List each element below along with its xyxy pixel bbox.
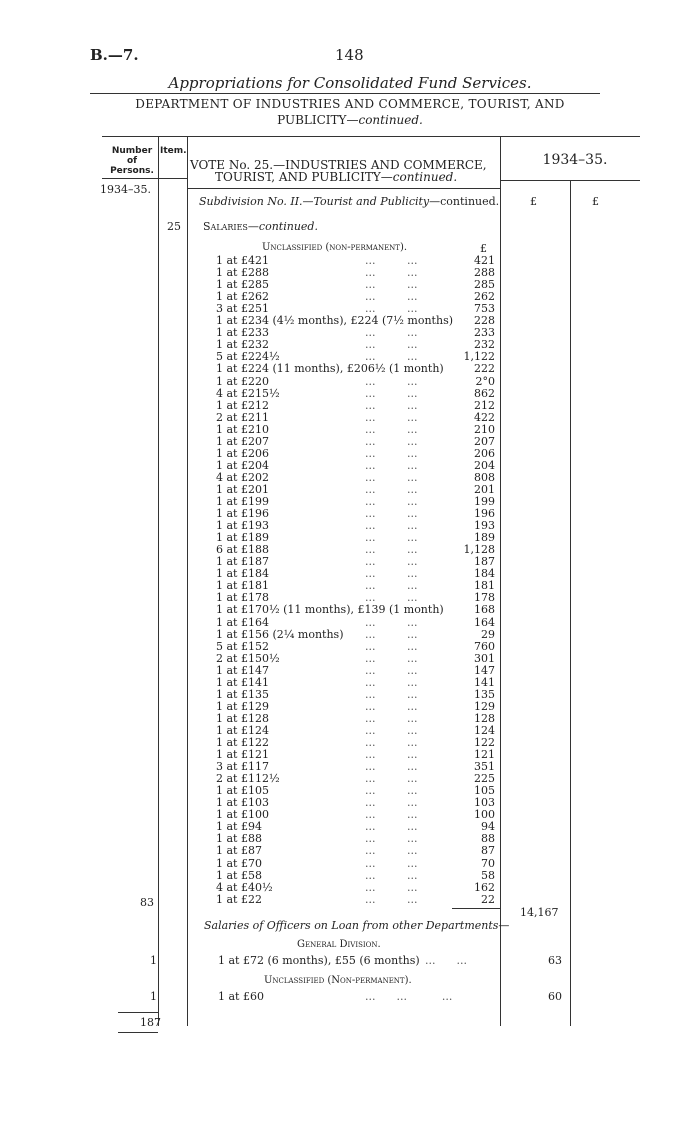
salary-row-amount: 58 [481, 869, 495, 882]
subdivision-continued: continued. [440, 195, 500, 208]
grand-total-bottom-rule [118, 1032, 158, 1033]
salary-row-label: 1 at £94 [216, 820, 262, 833]
leader-dots: ... ... [365, 736, 418, 749]
vote-title-cont [215, 170, 457, 184]
leader-dots: ... ... [365, 893, 418, 906]
general-division-heading: General Division. [297, 939, 381, 950]
leader-dots: ... ... [365, 495, 418, 508]
salary-row-amount: 2°0 [475, 375, 495, 388]
salary-row-amount: 285 [474, 278, 495, 291]
salary-row-label: 1 at £181 [216, 579, 269, 592]
loan-unclassified-row-label: 1 at £60 [218, 990, 264, 1003]
leader-dots: ... ... [365, 471, 418, 484]
salary-row-label: 1 at £141 [216, 676, 269, 689]
salary-row-label: 1 at £22 [216, 893, 262, 906]
pound-sign-col1: £ [530, 195, 537, 208]
salary-row-amount: 100 [474, 808, 495, 821]
salary-row-label: 1 at £212 [216, 399, 269, 412]
salary-row-amount: 122 [474, 736, 495, 749]
salary-row-label: 1 at £121 [216, 748, 269, 761]
item-col-divider [187, 136, 188, 1026]
salary-row-amount: 204 [474, 459, 495, 472]
salary-row-label: 1 at £232 [216, 338, 269, 351]
salary-row-amount: 147 [474, 664, 495, 677]
salary-row-amount: 87 [481, 844, 495, 857]
salary-row-label: 1 at £285 [216, 278, 269, 291]
department-heading: DEPARTMENT OF INDUSTRIES AND COMMERCE, TOURIST, AND [135, 97, 565, 111]
title-rule [90, 93, 600, 94]
vote-title: VOTE No. 25.—INDUSTRIES AND COMMERCE, [190, 158, 487, 172]
salary-row-amount: 129 [474, 700, 495, 713]
salary-row-label: 1 at £187 [216, 555, 269, 568]
salary-row-amount: 351 [474, 760, 495, 773]
salary-row-label: 1 at £201 [216, 483, 269, 496]
salary-row-label: 1 at £70 [216, 857, 262, 870]
salary-row-label: 1 at £207 [216, 435, 269, 448]
salary-row-label: 1 at £170½ (11 months), £139 (1 month) [216, 603, 444, 616]
salary-row-amount: 181 [474, 579, 495, 592]
leader-dots: ... ... [365, 857, 418, 870]
leader-dots: ... ... [365, 832, 418, 845]
vote-title-main: TOURIST, AND PUBLICITY— [215, 170, 393, 184]
salary-row-label: 1 at £147 [216, 664, 269, 677]
leader-dots: ... ... [365, 254, 418, 267]
salary-row-label: 2 at £150½ [216, 652, 280, 665]
leader-dots: ... ... [365, 459, 418, 472]
leader-dots: ... ... [365, 302, 418, 315]
salary-row-amount: 288 [474, 266, 495, 279]
leader-dots: ... ... [365, 748, 418, 761]
salary-row-label: 1 at £103 [216, 796, 269, 809]
leader-dots: ... ... [365, 278, 418, 291]
salary-row-label: 1 at £204 [216, 459, 269, 472]
salary-row-amount: 164 [474, 616, 495, 629]
salary-row-label: 1 at £421 [216, 254, 269, 267]
salary-row-label: 1 at £288 [216, 266, 269, 279]
salary-row-amount: 121 [474, 748, 495, 761]
salary-row-label: 1 at £87 [216, 844, 262, 857]
unclassified-total-persons: 83 [140, 896, 154, 909]
salaries-continued: continued. [258, 220, 318, 233]
salary-row-amount: 753 [474, 302, 495, 315]
number-of-persons-header: Number of Persons. [110, 146, 154, 176]
salary-row-label: 1 at £124 [216, 724, 269, 737]
salary-row-amount: 201 [474, 483, 495, 496]
general-amount: 63 [548, 954, 562, 967]
salary-row-amount: 232 [474, 338, 495, 351]
salary-row-amount: 22 [481, 893, 495, 906]
leader-dots: ... ... [365, 290, 418, 303]
salary-row-amount: 222 [474, 362, 495, 375]
leader-dots: ... ... [365, 724, 418, 737]
header-under-rule [102, 178, 188, 179]
salaries-label: Salaries— [203, 220, 259, 233]
leader-dots: ... ... [365, 399, 418, 412]
salary-row-label: 1 at £122 [216, 736, 269, 749]
salary-row-label: 3 at £251 [216, 302, 269, 315]
salary-row-amount: 233 [474, 326, 495, 339]
leader-dots: ... ... [365, 531, 418, 544]
general-persons: 1 [150, 954, 157, 967]
salary-row-label: 1 at £156 (2¼ months) [216, 628, 344, 641]
salary-row-amount: 29 [481, 628, 495, 641]
salary-row-amount: 193 [474, 519, 495, 532]
salary-row-label: 4 at £40½ [216, 881, 273, 894]
salary-row-label: 1 at £189 [216, 531, 269, 544]
department-continued: continued. [358, 113, 423, 127]
leader-dots: ... ... [365, 543, 418, 556]
salary-row-label: 1 at £164 [216, 616, 269, 629]
salary-row-label: 2 at £211 [216, 411, 269, 424]
loan-heading: Salaries of Officers on Loan from other Departments— [204, 919, 510, 932]
salary-row-amount: 124 [474, 724, 495, 737]
salary-row-label: 1 at £199 [216, 495, 269, 508]
salary-row-label: 1 at £135 [216, 688, 269, 701]
loan-unclassified-heading: Unclassified (Non-permanent). [264, 975, 412, 986]
salary-row-amount: 207 [474, 435, 495, 448]
table-top-rule-right [500, 136, 640, 137]
leader-dots: ... ... [365, 808, 418, 821]
leader-dots: ... ... [365, 796, 418, 809]
salary-row-amount: 262 [474, 290, 495, 303]
grand-total-persons: 187 [140, 1016, 161, 1029]
salary-row-label: 4 at £215½ [216, 387, 280, 400]
amount-col-divider-2 [570, 180, 571, 1026]
salary-row-amount: 168 [474, 603, 495, 616]
page-number: 148 [335, 46, 364, 64]
year-heading-left: 1934–35. [100, 183, 151, 196]
leader-dots: ... ... [365, 591, 418, 604]
leader-dots: ... ... [365, 640, 418, 653]
salary-row-amount: 184 [474, 567, 495, 580]
leader-dots: ... ... [365, 519, 418, 532]
salary-row-label: 1 at £105 [216, 784, 269, 797]
subdivision-label: Subdivision No. II.—Tourist and Publicity— [199, 195, 441, 208]
leader-dots: ... ... [365, 820, 418, 833]
leader-dots: ... ... [365, 664, 418, 677]
leader-dots: ... ... [365, 435, 418, 448]
salary-row-amount: 199 [474, 495, 495, 508]
salary-row-label: 1 at £184 [216, 567, 269, 580]
vote-continued: continued. [392, 170, 458, 184]
salary-row-label: 1 at £100 [216, 808, 269, 821]
salary-row-label: 1 at £233 [216, 326, 269, 339]
salary-row-amount: 210 [474, 423, 495, 436]
salary-row-label: 5 at £152 [216, 640, 269, 653]
pound-sign-inner: £ [480, 242, 487, 255]
salary-row-label: 1 at £210 [216, 423, 269, 436]
unclassified-heading: Unclassified (non-permanent). [262, 242, 408, 253]
leader-dots: ... ... [365, 652, 418, 665]
salary-row-amount: 128 [474, 712, 495, 725]
subdivision-heading [199, 195, 499, 208]
leader-dots: ... ... [365, 784, 418, 797]
page-title: Appropriations for Consolidated Fund Services. [168, 74, 532, 92]
salary-row-amount: 94 [481, 820, 495, 833]
leader-dots: ... ... [365, 676, 418, 689]
leader-dots: ... ... [365, 844, 418, 857]
salary-row-amount: 70 [481, 857, 495, 870]
salary-row-amount: 103 [474, 796, 495, 809]
department-heading-main: PUBLICITY— [277, 113, 359, 127]
leader-dots: ... ... [365, 375, 418, 388]
amount-col-divider [500, 136, 501, 1026]
leader-dots: ... ... [365, 700, 418, 713]
leader-dots: ... ... [365, 266, 418, 279]
item-number: 25 [167, 220, 181, 233]
salary-row-label: 1 at £224 (11 months), £206½ (1 month) [216, 362, 444, 375]
salary-row-label: 1 at £193 [216, 519, 269, 532]
salary-row-amount: 862 [474, 387, 495, 400]
leader-dots: ... ... [365, 387, 418, 400]
salary-row-label: 1 at £88 [216, 832, 262, 845]
salary-row-amount: 228 [474, 314, 495, 327]
salary-row-amount: 1,122 [463, 350, 495, 363]
leader-dots: ... ... [365, 760, 418, 773]
leader-dots: ... ... [365, 507, 418, 520]
leader-dots: ... ... [365, 411, 418, 424]
salary-row-amount: 196 [474, 507, 495, 520]
salary-row-amount: 187 [474, 555, 495, 568]
salary-row-amount: 422 [474, 411, 495, 424]
leader-dots: ... ... [365, 483, 418, 496]
leader-dots: ... ... [365, 555, 418, 568]
salary-row-label: 1 at £262 [216, 290, 269, 303]
leader-dots: ... ... [365, 688, 418, 701]
leader-dots: ... ... [365, 423, 418, 436]
leader-dots: ... ... [365, 772, 418, 785]
salary-row-amount: 421 [474, 254, 495, 267]
salary-row-label: 1 at £206 [216, 447, 269, 460]
salary-row-label: 1 at £129 [216, 700, 269, 713]
salary-row-amount: 162 [474, 881, 495, 894]
salary-row-label: 1 at £128 [216, 712, 269, 725]
salary-row-amount: 808 [474, 471, 495, 484]
unclassified-total-amount: 14,167 [520, 906, 559, 919]
salary-row-amount: 301 [474, 652, 495, 665]
salary-row-label: 2 at £112½ [216, 772, 280, 785]
leader-dots: ... ... [365, 350, 418, 363]
loan-unclassified-amount: 60 [548, 990, 562, 1003]
leader-dots: ... ... [365, 579, 418, 592]
salary-row-amount: 206 [474, 447, 495, 460]
salary-row-label: 6 at £188 [216, 543, 269, 556]
salary-row-amount: 141 [474, 676, 495, 689]
loan-unclassified-row-dots: ... ... ... [365, 990, 453, 1003]
loan-unclassified-persons: 1 [150, 990, 157, 1003]
leader-dots: ... ... [365, 628, 418, 641]
leader-dots: ... ... [365, 338, 418, 351]
general-row-dots: ... ... [425, 954, 467, 967]
salary-row-label: 1 at £220 [216, 375, 269, 388]
leader-dots: ... ... [365, 712, 418, 725]
salary-row-amount: 88 [481, 832, 495, 845]
leader-dots: ... ... [365, 567, 418, 580]
salary-row-amount: 225 [474, 772, 495, 785]
item-header: Item. [160, 146, 187, 156]
header-under-rule-right [500, 180, 640, 181]
salary-row-amount: 760 [474, 640, 495, 653]
salary-row-label: 1 at £196 [216, 507, 269, 520]
salary-row-amount: 1,128 [463, 543, 495, 556]
salaries-heading [203, 220, 318, 233]
salary-row-label: 1 at £58 [216, 869, 262, 882]
persons-col-divider [158, 136, 159, 1026]
department-heading-cont [0, 113, 700, 127]
grand-total-top-rule [118, 1012, 158, 1013]
report-code: B.—7. [90, 46, 139, 64]
leader-dots: ... ... [365, 616, 418, 629]
salary-row-amount: 105 [474, 784, 495, 797]
salary-row-amount: 212 [474, 399, 495, 412]
table-top-rule [102, 136, 500, 137]
salary-row-label: 3 at £117 [216, 760, 269, 773]
leader-dots: ... ... [365, 869, 418, 882]
leader-dots: ... ... [365, 881, 418, 894]
salary-row-amount: 135 [474, 688, 495, 701]
vote-under-rule [188, 188, 500, 189]
leader-dots: ... ... [365, 326, 418, 339]
leader-dots: ... ... [365, 447, 418, 460]
salary-row-label: 5 at £224½ [216, 350, 280, 363]
pound-sign-col2: £ [592, 195, 599, 208]
general-row-label: 1 at £72 (6 months), £55 (6 months) [218, 954, 420, 967]
salary-row-amount: 178 [474, 591, 495, 604]
salary-row-label: 1 at £234 (4½ months), £224 (7½ months) [216, 314, 453, 327]
salary-row-label: 4 at £202 [216, 471, 269, 484]
subtotal-rule [452, 908, 500, 909]
salary-row-amount: 189 [474, 531, 495, 544]
year-heading-right: 1934–35. [542, 152, 608, 168]
salary-row-label: 1 at £178 [216, 591, 269, 604]
